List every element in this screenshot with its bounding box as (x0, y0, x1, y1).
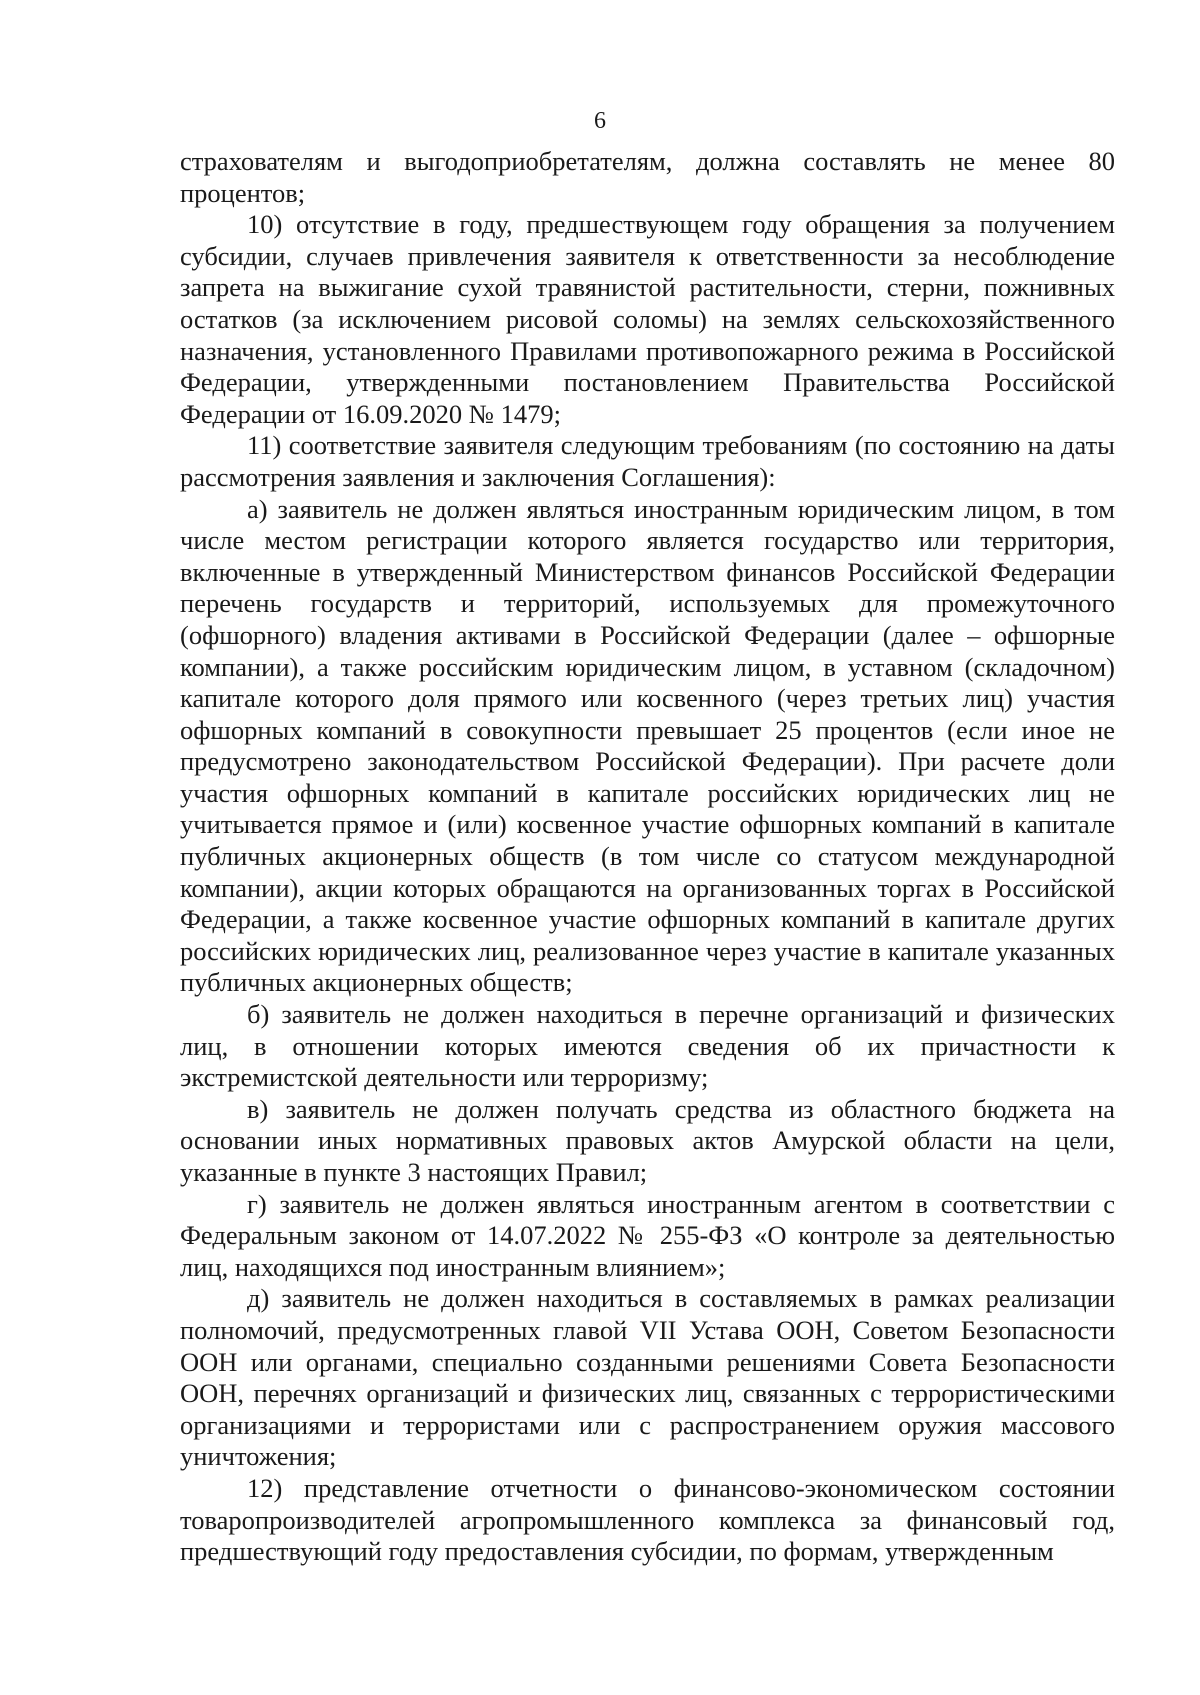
page-number: 6 (594, 108, 606, 134)
paragraph-subitem-g: г) заявитель не должен являться иностранным агентом в соответствии с Федеральным законом от 14.07.2022 № 255-ФЗ «О контроле за деятельностью лиц, находящихся под иностранным влиянием»; (180, 1188, 1115, 1282)
paragraph-subitem-a: а) заявитель не должен являться иностранным юридическим лицом, в том числе местом регистрации которого является государство или территория, включенные в утвержденный Министерством финансов Российской Федерации перечень государств и территорий, используемых для промежуточного (офшорного) владения активами в Российской Федерации (далее – офшорные компании), а также российским юридическим лицом, в уставном (складочном) капитале которого доля прямого или косвенного (через третьих лиц) участия офшорных компаний в совокупности превышает 25 процентов (если иное не предусмотрено законодательством Российской Федерации). При расчете доли участия офшорных компаний в капитале российских юридических лиц не учитывается прямое и (или) косвенное участие офшорных компаний в капитале публичных акционерных обществ (в том числе со статусом международной компании), акции которых обращаются на организованных торгах в Российской Федерации, а также косвенное участие офшорных компаний в капитале других российских юридических лиц, реализованное через участие в капитале указанных публичных акционерных обществ; (180, 493, 1115, 998)
paragraph-continuation: страхователям и выгодоприобретателям, должна составлять не менее 80 процентов; (180, 146, 1115, 208)
paragraph-item-10: 10) отсутствие в году, предшествующем году обращения за получением субсидии, случаев привлечения заявителя к ответственности за несоблюдение запрета на выжигание сухой травянистой растительности, стерни, пожнивных остатков (за исключением рисовой соломы) на землях сельскохозяйственного назначения, установленного Правилами противопожарного режима в Российской Федерации, утвержденными постановлением Правительства Российской Федерации от 16.09.2020 № 1479; (180, 209, 1115, 429)
paragraph-item-11: 11) соответствие заявителя следующим требованиям (по состоянию на даты рассмотрения заявления и заключения Соглашения): (180, 430, 1115, 492)
paragraph-item-12: 12) представление отчетности о финансово-экономическом состоянии товаропроизводителей агропромышленного комплекса за финансовый год, предшествующий году предоставления субсидии, по формам, утвержденным (180, 1472, 1115, 1567)
paragraph-subitem-b: б) заявитель не должен находиться в перечне организаций и физических лиц, в отношении которых имеются сведения об их причастности к экстремистской деятельности или терроризму; (180, 999, 1115, 1093)
paragraph-subitem-d: д) заявитель не должен находиться в составляемых в рамках реализации полномочий, предусмотренных главой VII Устава ООН, Советом Безопасности ООН или органами, специально созданными решениями Совета Безопасности ООН, перечнях организаций и физических лиц, связанных с террористическими организациями и террористами или с распространением оружия массового уничтожения; (180, 1283, 1115, 1472)
document-body (180, 146, 1115, 1568)
paragraph-subitem-v: в) заявитель не должен получать средства из областного бюджета на основании иных нормативных правовых актов Амурской области на цели, указанные в пункте 3 настоящих Правил; (180, 1093, 1115, 1187)
